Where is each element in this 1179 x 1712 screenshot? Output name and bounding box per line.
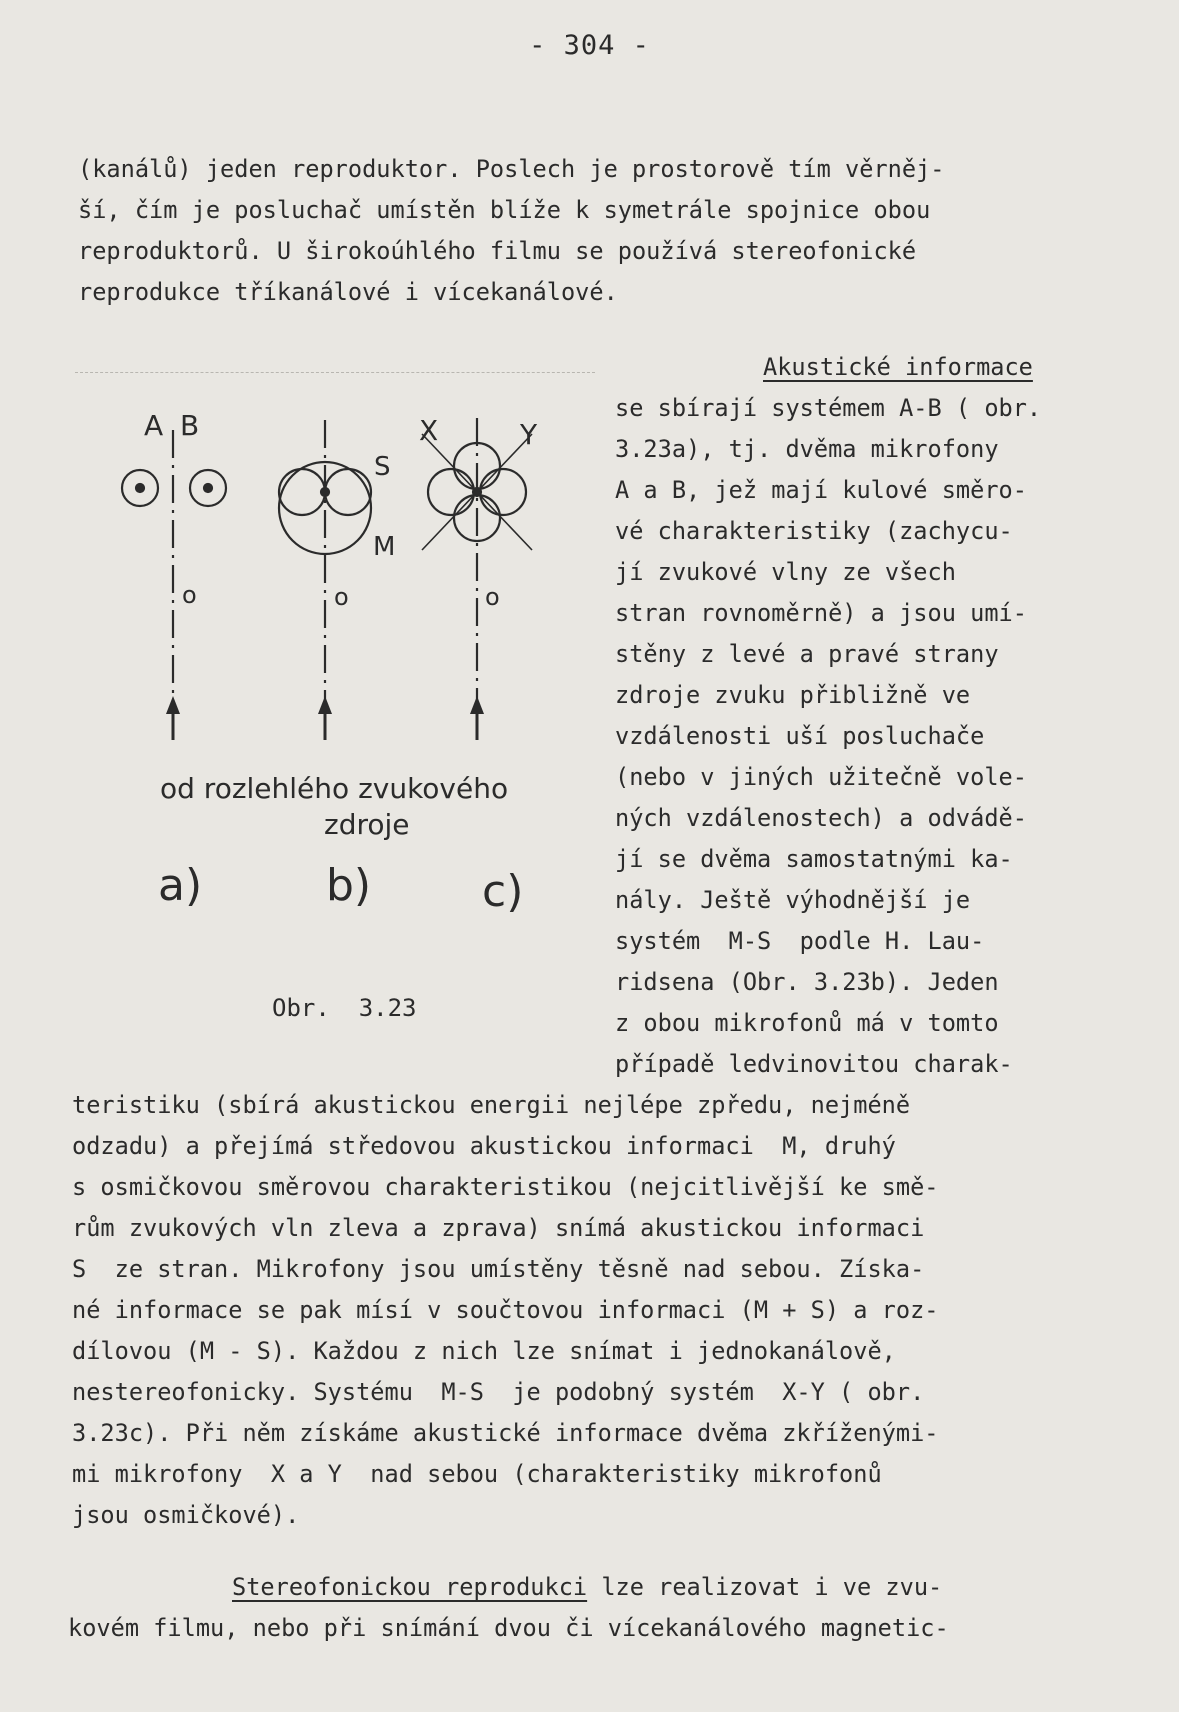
fig8-s-right [325, 469, 371, 515]
text-line: né informace se pak mísí v součtovou informaci (M + S) a roz- [72, 1296, 939, 1324]
text-line [232, 1573, 943, 1601]
arrow-a-head [166, 696, 180, 714]
label-m: M [373, 532, 396, 562]
text-line: (nebo v jiných užitečně vole- [615, 763, 1027, 791]
panel-label-b: b) [326, 860, 372, 911]
mic-ms-dot [321, 488, 329, 496]
text-line: ných vzdálenostech) a odvádě- [615, 804, 1027, 832]
label-o-b: o [334, 583, 349, 611]
fig8-s-left [279, 469, 325, 515]
text-line: S ze stran. Mikrofony jsou umístěny těsně nad sebou. Získa- [72, 1255, 925, 1283]
page-number: - 304 - [529, 30, 650, 61]
text-line: reprodukce tříkanálové i vícekanálové. [78, 278, 618, 306]
text-line: jí se dvěma samostatnými ka- [615, 845, 1013, 873]
text-line: jí zvukové vlny ze všech [615, 558, 956, 586]
source-label-2: zdroje [324, 808, 410, 841]
text-line: zdroje zvuku přibližně ve [615, 681, 971, 709]
mic-a-dot [136, 484, 144, 492]
text-line: vzdálenosti uší posluchače [615, 722, 985, 750]
panel-label-a: a) [158, 860, 203, 911]
text-line: stěny z levé a pravé strany [615, 640, 999, 668]
text-line: vé charakteristiky (zachycu- [615, 517, 1013, 545]
text-span: lze realizovat i ve zvu- [587, 1573, 943, 1601]
source-label-1: od rozlehlého zvukového [160, 772, 509, 805]
microphone-figure [100, 400, 570, 940]
text-line: reproduktorů. U širokoúhlého filmu se používá stereofonické [78, 237, 917, 265]
label-o-a: o [182, 581, 197, 609]
text-line: nály. Ještě výhodnější je [615, 886, 971, 914]
underlined-term: Stereofonickou reprodukci [232, 1573, 588, 1601]
label-x: X [419, 414, 439, 447]
text-line: nestereofonicky. Systému M-S je podobný systém X-Y ( obr. [72, 1378, 925, 1406]
arrow-c-head [470, 696, 484, 714]
text-line: odzadu) a přejímá středovou akustickou informaci M, druhý [72, 1132, 896, 1160]
text-line: z obou mikrofonů má v tomto [615, 1009, 999, 1037]
label-s: S [374, 452, 391, 482]
fig8-right [480, 469, 526, 515]
figure-caption: Obr. 3.23 [272, 994, 417, 1022]
text-line: 3.23a), tj. dvěma mikrofony [615, 435, 999, 463]
text-line: rům zvukových vln zleva a zprava) snímá akustickou informaci [72, 1214, 925, 1242]
text-line: jsou osmičkové). [72, 1501, 300, 1529]
text-line: případě ledvinovitou charak- [615, 1050, 1013, 1078]
text-line: stran rovnoměrně) a jsou umí- [615, 599, 1027, 627]
panel-label-c: c) [482, 866, 524, 917]
divider [75, 372, 595, 374]
text-line: s osmičkovou směrovou charakteristikou (nejcitlivější ke smě- [72, 1173, 939, 1201]
label-o-c: o [485, 583, 500, 611]
text-line: ší, čím je posluchač umístěn blíže k symetrále spojnice obou [78, 196, 931, 224]
label-y: Y [520, 418, 538, 451]
fig8-left [428, 469, 474, 515]
label-b: B [180, 409, 200, 442]
mic-b-dot [204, 484, 212, 492]
section-heading: Akustické informace [763, 353, 1033, 381]
arrow-b-head [318, 696, 332, 714]
text-line: systém M-S podle H. Lau- [615, 927, 985, 955]
text-line: ridsena (Obr. 3.23b). Jeden [615, 968, 999, 996]
label-a: A [144, 409, 164, 442]
mic-xy-dot [473, 488, 481, 496]
text-line: mi mikrofony X a Y nad sebou (charakteristiky mikrofonů [72, 1460, 882, 1488]
text-line: 3.23c). Při něm získáme akustické informace dvěma zkříženými- [72, 1419, 939, 1447]
text-line: (kanálů) jeden reproduktor. Poslech je prostorově tím věrněj- [78, 155, 945, 183]
text-line: kovém filmu, nebo při snímání dvou či vícekanálového magnetic- [68, 1614, 949, 1642]
text-line: se sbírají systémem A-B ( obr. [615, 394, 1042, 422]
text-line: A a B, jež mají kulové směro- [615, 476, 1027, 504]
text-line: dílovou (M - S). Každou z nich lze snímat i jednokanálově, [72, 1337, 896, 1365]
text-line: teristiku (sbírá akustickou energii nejlépe zpředu, nejméně [72, 1091, 911, 1119]
